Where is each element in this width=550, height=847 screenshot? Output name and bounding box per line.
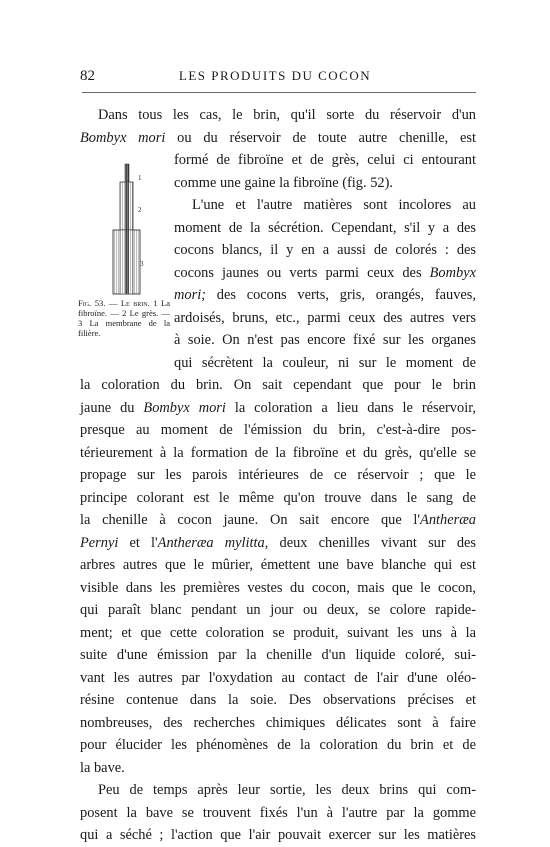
text-line: propage sur les parois intérieures de ce réservoir ; que le [80,467,476,483]
text-line: formé de fibroïne et de grès, celui ci entourant [174,152,476,168]
text-line: cocons blancs, il y en a aussi de colorés : des [174,242,476,258]
figure-label-2: 2 [138,206,142,214]
text-line: Dans tous les cas, le brin, qu'il sorte du réservoir d'un [98,107,476,123]
text-line: térieurement à la formation de la fibroïne et du grès, qu'elle se [80,444,476,461]
text-line: ment; et que cette coloration se produit, suivant les uns à la [80,624,476,641]
text-line: principe colorant est le même qu'on trouve dans le sang de [80,489,476,506]
text-line: pour élucider les phénomènes de la coloration du brin et de [80,737,476,753]
text-line: jaune du Bombyx mori la coloration a lieu dans le réservoir, [80,399,477,416]
text-line: visible dans les premières vestes du cocon, mais que le cocon, [80,579,476,596]
text-line: Pernyi et l'Antheræa mylitta, deux chenilles vivant sur des [80,534,476,551]
text-line: qui sécrètent la couleur, ni sur le moment de [174,354,476,371]
text-line: résine contenue dans la soie. Des observations précises et [80,692,476,708]
text-line: ardoisés, bruns, etc., parmi ceux des autres vers [174,309,476,326]
text-line: moment de la sécrétion. Cependant, s'il y a des [174,219,476,236]
text-line: presque au moment de l'émission du brin, c'est-à-dire pos- [80,422,476,438]
text-line: Bombyx mori ou du réservoir de toute autre chenille, est [80,129,476,146]
figure-label-1: 1 [138,174,142,182]
text-line: la coloration du brin. On sait cependant que pour le brin [80,377,476,393]
text-line: arbres autres que le mûrier, émettent une bave blanche qui est [80,557,476,573]
text-line: à soie. On n'est pas encore fixé sur les organes [174,332,476,348]
text-line: mori; des cocons verts, gris, orangés, fauves, [174,287,476,303]
text-line: posent la bave se trouvent fixés l'un à l'autre par la gomme [80,804,476,821]
text-line: comme une gaine la fibroïne (fig. 52). [174,174,393,191]
text-line: la chenille à cocon jaune. On sait encore que l'Antheræa [80,512,476,528]
text-line: L'une et l'autre matières sont incolores au [192,197,476,213]
figure-caption-text: 1 La fibroïne. — 2 Le grès. — 3 La membrane de la filière. [78,298,171,338]
running-title: LES PRODUITS DU COCON [178,68,372,83]
figure-label-3: 3 [140,260,144,268]
figure-caption-label: Fig. 53. — Le brin. [78,298,150,308]
text-line: qui a séché ; l'action que l'air pouvait exercer sur les matières [80,827,476,843]
text-line: la bave. [80,759,125,776]
text-line: qui paraît blanc pendant un jour ou deux, se colore rapide- [80,602,476,618]
text-line: nombreuses, des recherches chimiques délicates sont à faire [80,714,476,731]
header-rule [82,92,476,93]
text-line: vant les autres par l'oxydation au contact de l'air d'une oléo- [80,669,476,686]
text-line: cocons jaunes ou verts parmi ceux des Bombyx [174,264,476,281]
page-number: 82 [80,68,95,84]
body-text [80,104,476,847]
text-line: Peu de temps après leur sortie, les deux brins qui com- [98,782,476,798]
text-line: suite d'une émission par la chenille d'un liquide coloré, sui- [80,647,476,663]
